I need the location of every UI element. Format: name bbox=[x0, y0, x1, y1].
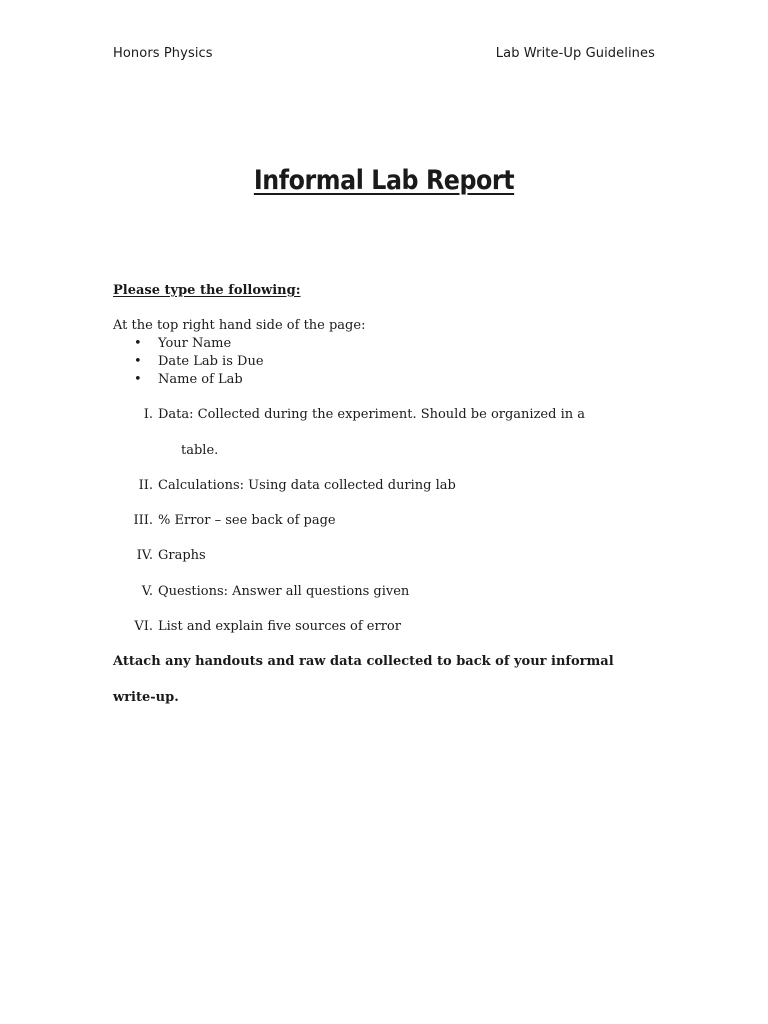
section-numeral: I. bbox=[143, 407, 153, 422]
header-course: Honors Physics bbox=[113, 46, 213, 61]
bullet-icon: • bbox=[134, 354, 142, 369]
bullet-text: Date Lab is Due bbox=[158, 354, 264, 369]
page-title-text: Informal Lab Report bbox=[253, 165, 515, 196]
footer-note-line2: write-up. bbox=[113, 690, 179, 705]
section-numeral: III. bbox=[133, 513, 153, 528]
intro-text: At the top right hand side of the page: bbox=[113, 318, 366, 333]
page-title bbox=[46, 165, 722, 196]
section-text: % Error – see back of page bbox=[158, 513, 336, 528]
instructions-heading: Please type the following: bbox=[113, 283, 301, 298]
header-doc-title: Lab Write-Up Guidelines bbox=[495, 46, 655, 61]
section-continuation: table. bbox=[181, 443, 219, 458]
section-text: Data: Collected during the experiment. Should be organized in a bbox=[158, 407, 585, 422]
section-numeral: VI. bbox=[134, 619, 153, 634]
section-text: Graphs bbox=[158, 548, 206, 563]
bullet-icon: • bbox=[134, 372, 142, 387]
footer-note-line1: Attach any handouts and raw data collected to back of your informal bbox=[113, 654, 614, 669]
section-numeral: V. bbox=[141, 584, 153, 599]
bullet-text: Your Name bbox=[158, 336, 232, 351]
bullet-icon: • bbox=[134, 336, 142, 351]
bullet-text: Name of Lab bbox=[158, 372, 243, 387]
section-text: List and explain five sources of error bbox=[158, 619, 401, 634]
section-numeral: IV. bbox=[136, 548, 153, 563]
section-numeral: II. bbox=[138, 478, 153, 493]
section-text: Calculations: Using data collected during lab bbox=[158, 478, 456, 493]
section-text: Questions: Answer all questions given bbox=[158, 584, 410, 599]
